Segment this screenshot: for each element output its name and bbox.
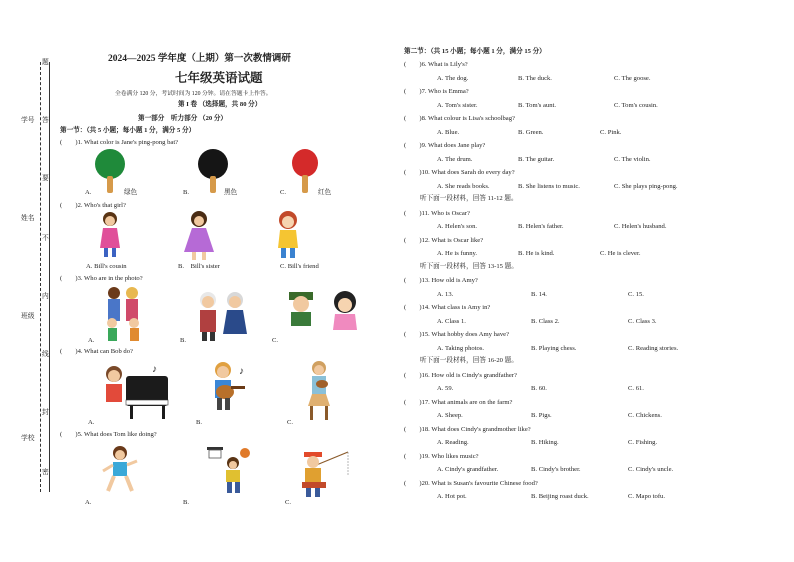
answer-option-b: B. Cindy's brother. [531, 466, 581, 474]
exam-instructions: 全卷满分 120 分，考试时间为 120 分钟。请在答题卡上作答。 [115, 91, 272, 97]
volume-heading: 第 I 卷 （选择题，共 80 分） [178, 101, 262, 108]
question-stem: ( )10. What does Sarah do every day? [404, 169, 515, 176]
section2-heading: 第二节：（共 15 小题；每小题 1 分，满分 15 分） [404, 48, 546, 55]
answer-option-b: B. 14. [531, 290, 547, 298]
grandparents-icon [193, 290, 251, 342]
section1-heading: 第一节：（共 5 小题；每小题 1 分，满分 5 分） [60, 127, 196, 134]
q5-stem: ( )5. What does Tom like doing? [60, 431, 157, 438]
svg-text:♪: ♪ [152, 364, 157, 375]
answer-option-c: C. Chickens. [628, 412, 662, 420]
answer-option-b: B. Class 2. [531, 317, 560, 325]
answer-option-a: A. The drum. [437, 155, 473, 163]
exam-title: 2024—2025 学年度（上期）第一次教情调研 [108, 54, 291, 64]
q4-stem: ( )4. What can Bob do? [60, 348, 133, 355]
q1-option-c-letter: C. [280, 189, 287, 196]
question-stem: ( )17. What animals are on the farm? [404, 398, 513, 406]
q1-option-a-text: 绿色 [124, 189, 138, 196]
answer-option-a: A. He is funny. [437, 250, 478, 258]
q1-option-a-letter: A. [85, 189, 92, 196]
guitar-icon [205, 360, 251, 412]
answer-option-b: B. The duck. [518, 74, 552, 82]
answer-option-b: B. Helen's father. [518, 223, 564, 231]
girl-friend-icon [270, 210, 306, 260]
question-stem: ( )11. Who is Oscar? [404, 209, 470, 217]
answer-option-a: A. Class 1. [437, 317, 466, 325]
q1-option-b-text: 黑色 [224, 189, 238, 196]
children-icon [285, 290, 375, 336]
seal-char: 内 [42, 293, 49, 300]
red-bat-icon [290, 148, 320, 194]
question-stem: ( )16. How old is Cindy's grandfather? [404, 371, 517, 379]
question-stem: ( )15. What hobby does Amy have? [404, 331, 509, 339]
question-stem: ( )20. What is Susan's favourite Chinese food? [404, 479, 538, 487]
seal-char: 要 [42, 175, 49, 182]
question-stem: ( )13. How old is Amy? [404, 277, 478, 285]
binding-label-class: 班级 [21, 313, 35, 320]
question-stem: ( )14. What class is Amy in? [404, 304, 491, 312]
answer-option-a: A. Cindy's grandfather. [437, 466, 499, 474]
q3-option-a: A. [88, 337, 95, 344]
answer-option-c: C. The violin. [614, 155, 651, 163]
family-photo-icon [100, 285, 146, 343]
answer-option-c: C. She plays ping-pong. [614, 182, 678, 190]
question-stem: ( )7. Who is Emma? [404, 88, 469, 95]
question-stem: ( )8. What colour is Lisa's schoolbag? [404, 115, 515, 122]
answer-option-c: C. Tom's cousin. [614, 101, 658, 109]
girl-sister-icon [180, 210, 218, 262]
answer-option-c: C. Fishing. [628, 439, 658, 447]
q1-stem: ( )1. What color is Jane's ping-pong bat? [60, 139, 179, 146]
answer-option-b: B. Green. [518, 128, 544, 136]
q5-option-c: C. [285, 499, 292, 506]
binding-solid-line [49, 62, 50, 492]
listening-note: 听下面一段材料，回答 13-15 题。 [420, 262, 518, 270]
q4-option-b: B. [196, 419, 203, 426]
answer-option-b: B. Beijing roast duck. [531, 493, 589, 501]
girl-cousin-icon [96, 210, 124, 260]
answer-option-b: B. Tom's aunt. [518, 101, 556, 109]
answer-option-c: C. Class 3. [628, 317, 657, 325]
basketball-icon [205, 445, 255, 495]
answer-option-b: B. 60. [531, 385, 547, 393]
answer-option-a: A. Hot pot. [437, 493, 467, 501]
answer-option-a: A. 59. [437, 385, 454, 393]
answer-option-b: B. She listens to music. [518, 182, 580, 190]
running-boy-icon [100, 445, 140, 495]
answer-option-c: C. 61. [628, 385, 644, 393]
answer-option-c: C. Mapo tofu. [628, 493, 665, 501]
green-bat-icon [92, 148, 128, 194]
q2-option-b: B. Bill's sister [178, 263, 220, 270]
q3-option-b: B. [180, 337, 187, 344]
binding-dashed-line [40, 62, 41, 492]
answer-option-a: A. Tom's sister. [437, 101, 478, 109]
answer-option-b: B. Hiking. [531, 439, 559, 447]
answer-option-c: C. He is clever. [600, 250, 641, 258]
fishing-icon [300, 450, 352, 498]
listening-note: 听下面一段材料，回答 11-12 题。 [420, 195, 518, 202]
listening-note: 听下面一段材料，回答 16-20 题。 [420, 357, 518, 365]
question-stem: ( )6. What is Lily's? [404, 61, 468, 68]
question-stem: ( )18. What does Cindy's grandmother like? [404, 425, 531, 433]
part-heading: 第一部分 听力部分 （20 分） [138, 115, 228, 122]
question-stem: ( )9. What does Jane play? [404, 142, 486, 149]
seal-char: 题 [42, 59, 49, 66]
answer-option-b: B. Pigs. [531, 412, 552, 420]
q1-option-c-text: 红色 [318, 189, 332, 196]
answer-option-a: A. Sheep. [437, 412, 463, 420]
answer-option-a: A. She reads books. [437, 182, 490, 190]
answer-option-a: A. Reading. [437, 439, 469, 447]
q1-option-b-letter: B. [183, 189, 190, 196]
answer-option-c: C. Helen's husband. [614, 223, 667, 231]
answer-option-b: B. He is kind. [518, 250, 555, 258]
answer-option-c: C. Cindy's uncle. [628, 466, 674, 474]
seal-char: 密 [42, 469, 49, 476]
q3-option-c: C. [272, 337, 279, 344]
question-stem: ( )19. Who likes music? [404, 452, 479, 460]
q3-stem: ( )3. Who are in the photo? [60, 275, 143, 282]
answer-option-a: A. Blue. [437, 128, 460, 136]
q5-option-a: A. [85, 499, 92, 506]
answer-option-b: B. The guitar. [518, 155, 555, 163]
q4-option-a: A. [88, 419, 95, 426]
q5-option-b: B. [183, 499, 190, 506]
binding-label-student-id: 学号 [21, 117, 35, 124]
seal-char: 线 [42, 351, 49, 358]
answer-option-a: A. Taking photos. [437, 344, 485, 352]
seal-char: 不 [42, 235, 49, 242]
seal-char: 答 [42, 117, 49, 124]
svg-text:♪: ♪ [239, 366, 244, 377]
piano-icon [100, 362, 172, 420]
violin-icon [302, 360, 336, 422]
black-bat-icon [195, 148, 231, 194]
seal-char: 封 [42, 409, 49, 416]
answer-option-c: C. Pink. [600, 128, 622, 136]
answer-option-a: A. Helen's son. [437, 223, 478, 231]
binding-label-name: 姓名 [21, 215, 35, 222]
q4-option-c: C. [287, 419, 294, 426]
answer-option-a: A. The dog. [437, 74, 469, 82]
answer-option-c: C. The goose. [614, 74, 651, 82]
question-stem: ( )12. What is Oscar like? [404, 236, 484, 244]
answer-option-b: B. Playing chess. [531, 344, 577, 352]
answer-option-c: C. 15. [628, 290, 644, 298]
answer-option-c: C. Reading stories. [628, 344, 679, 352]
q2-option-c: C. Bill's friend [280, 263, 319, 270]
binding-label-school: 学校 [21, 435, 35, 442]
q2-option-a: A. Bill's cousin [86, 263, 127, 270]
exam-subtitle: 七年级英语试题 [175, 71, 263, 85]
q2-stem: ( )2. Who's that girl? [60, 202, 126, 209]
answer-option-a: A. 13. [437, 290, 454, 298]
